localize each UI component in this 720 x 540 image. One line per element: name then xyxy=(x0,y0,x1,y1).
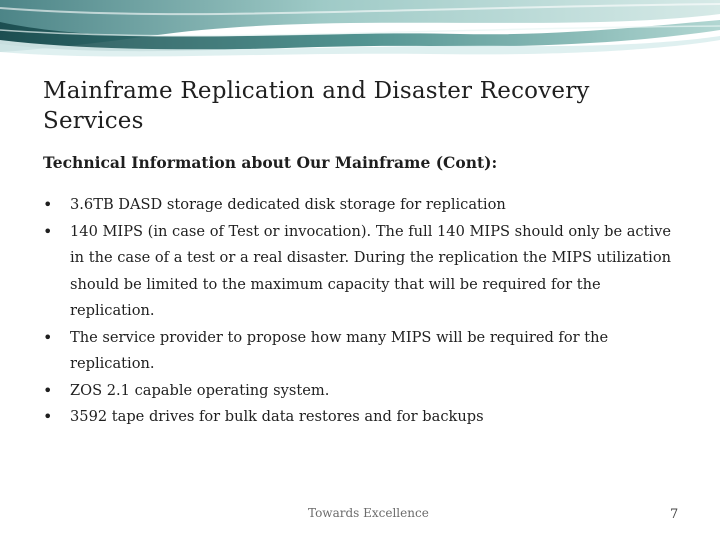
bullet-text: The service provider to propose how many MIPS will be required for the replication. xyxy=(70,328,609,372)
bullet-dot-icon: • xyxy=(43,221,53,241)
slide-subtitle: Technical Information about Our Mainframe (Cont): xyxy=(43,153,498,172)
bullet-dot-icon: • xyxy=(43,327,53,347)
bullet-text: ZOS 2.1 capable operating system. xyxy=(70,381,330,399)
bullet-text: 3592 tape drives for bulk data restores and for backups xyxy=(70,408,484,425)
bullet-item xyxy=(43,378,683,405)
bullet-dot-icon: • xyxy=(43,195,53,214)
bullet-item xyxy=(43,404,683,431)
bullet-item xyxy=(43,325,683,378)
bullet-text: 140 MIPS (in case of Test or invocation). The full 140 MIPS should only be active in the case of a test or a real disaster. During the replication the MIPS utilization should be limited to the maximum capacity that will be required for the replication. xyxy=(70,222,672,319)
bullet-text: 3.6TB DASD storage dedicated disk storage for replication xyxy=(70,196,506,213)
bullet-item xyxy=(43,219,683,325)
page-number: 7 xyxy=(670,507,679,522)
header-swoosh-decoration xyxy=(0,0,720,60)
bullet-list xyxy=(43,192,683,431)
footer-text: Towards Excellence xyxy=(308,506,429,520)
bullet-item xyxy=(43,192,683,219)
bullet-dot-icon: • xyxy=(43,380,53,400)
bullet-dot-icon: • xyxy=(43,407,53,426)
slide-title: Mainframe Replication and Disaster Recovery Services xyxy=(43,78,590,134)
